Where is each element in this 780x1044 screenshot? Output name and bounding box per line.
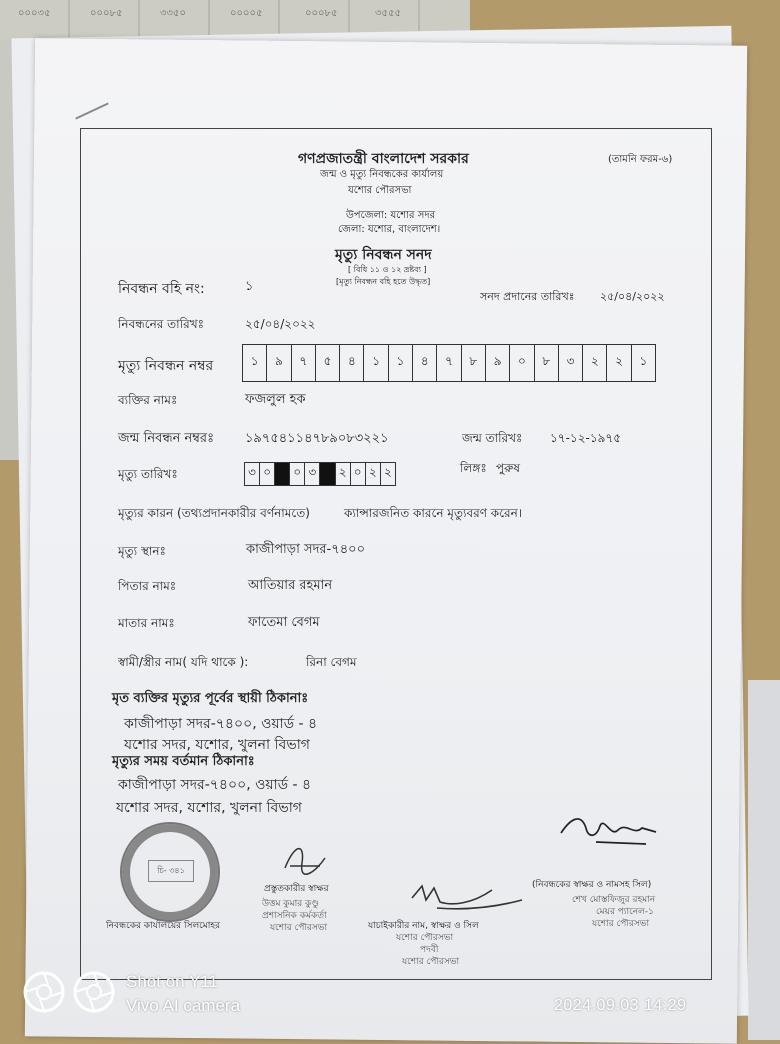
ledger-value: ৩৫৫৫ xyxy=(375,8,401,19)
father-value: আতিয়ার রহমান xyxy=(248,578,333,593)
death-reg-digit: ৭ xyxy=(292,345,316,381)
watermark-device: Shot on Y11 xyxy=(126,972,219,991)
death-reg-digit: ৮ xyxy=(462,345,486,381)
death-reg-digit: ৩ xyxy=(559,345,583,381)
verifier-signature xyxy=(382,878,532,918)
upazila: উপজেলা: যশোর সদর xyxy=(346,210,436,221)
govt-title: গণপ্রজাতন্ত্রী বাংলাদেশ সরকার xyxy=(298,151,469,167)
current-address-label: মৃত্যুর সময় বর্তমান ঠিকানাঃ xyxy=(112,754,255,769)
dod-digit: ২ xyxy=(366,463,381,485)
dod-separator xyxy=(320,463,335,485)
perm-address-label: মৃত ব্যক্তির মৃত্যুর পূর্বের স্থায়ী ঠিকানাঃ xyxy=(112,691,309,706)
seal-caption: নিবন্ধকের কার্যালয়ের সিলমোহর xyxy=(106,921,221,931)
death-reg-digit: ৪ xyxy=(413,345,437,381)
registrar-stamp-2: মেয়র প্যানেল-১ xyxy=(596,907,654,917)
dob-value: ১৭-১২-১৯৭৫ xyxy=(550,431,622,445)
dod-digit: ৩ xyxy=(305,463,320,485)
dod-digit: ০ xyxy=(290,463,305,485)
dod-value xyxy=(244,462,396,486)
book-no-label: নিবন্ধন বহি নং: xyxy=(118,281,205,297)
death-reg-digit: ৪ xyxy=(340,345,364,381)
preparer-stamp-3: যশোর পৌরসভা xyxy=(270,923,328,933)
birth-reg-label: জন্ম নিবন্ধন নম্বরঃ xyxy=(118,431,215,446)
ledger-value: ০০০৮৫ xyxy=(305,8,338,19)
vivo-aperture-icon xyxy=(22,970,66,1014)
registrar-stamp-1: শেখ মোস্তফিজুর রহমান xyxy=(572,895,656,905)
death-reg-label: মৃত্যু নিবন্ধন নম্বর xyxy=(118,358,214,374)
preparer-stamp-2: প্রশাসনিক কর্মকর্তা xyxy=(262,911,327,921)
ledger-value: ০০০৮৫ xyxy=(90,8,123,19)
issue-date-value: ২৫/০৪/২০২২ xyxy=(600,290,665,303)
dod-digit: ২ xyxy=(383,465,392,479)
current-address-line1: কাজীপাড়া সদর-৭৪০০, ওয়ার্ড - ৪ xyxy=(118,777,312,793)
rule-reference: [ বিধি ১১ ও ১২ দ্রষ্টব্য ] xyxy=(348,265,427,274)
death-reg-digit: ২ xyxy=(607,345,631,381)
mother-value: ফাতেমা বেগম xyxy=(248,615,320,630)
dod-separator xyxy=(275,463,290,485)
spouse-value: রিনা বেগম xyxy=(306,655,357,669)
reg-date-label: নিবন্ধনের তারিখঃ xyxy=(118,317,204,331)
watermark-timestamp: 2024.09.03 14:29 xyxy=(554,997,687,1014)
dod-digit: ০ xyxy=(351,463,366,485)
current-address-line2: যশোর সদর, যশোর, খুলনা বিভাগ xyxy=(116,800,302,816)
perm-address-line2: যশোর সদর, যশোর, খুলনা বিভাগ xyxy=(124,737,310,753)
dod-digit: ৩ xyxy=(245,463,260,485)
dod-digit: ২ xyxy=(336,463,351,485)
dod-digit: ০ xyxy=(260,463,275,485)
death-reg-digit: ১ xyxy=(364,345,388,381)
district: জেলা: যশোর, বাংলাদেশ। xyxy=(338,224,441,235)
place-label: মৃত্যু স্থানঃ xyxy=(118,544,166,558)
verifier-stamp-1: যশোর পৌরসভা xyxy=(396,933,454,943)
cause-label: মৃত্যুর কারন (তথ্যপ্রদানকারীর বর্ণনামতে) xyxy=(118,506,310,520)
mother-label: মাতার নামঃ xyxy=(118,616,175,630)
registrar-caption: (নিবন্ধকের স্বাক্ষর ও নামসহ সিল) xyxy=(532,880,652,890)
name-value: ফজলুল হক xyxy=(245,392,306,407)
name-label: ব্যক্তির নামঃ xyxy=(118,393,178,407)
background-sheet-right xyxy=(748,680,780,1040)
death-reg-digit: ২ xyxy=(583,345,607,381)
reg-date-value: ২৫/০৪/২০২২ xyxy=(245,317,316,331)
watermark-camera: Vivo AI camera xyxy=(126,996,241,1015)
gender-label: লিঙ্গঃ xyxy=(460,461,487,475)
spouse-label: স্বামী/স্ত্রীর নাম( যদি থাকে ): xyxy=(118,655,249,669)
place-value: কাজীপাড়া সদর-৭৪০০ xyxy=(246,542,366,557)
seal-inner-text: চি- ৩৪১ xyxy=(148,860,194,882)
death-reg-digit: ৯ xyxy=(486,345,510,381)
ai-aperture-icon xyxy=(72,970,116,1014)
preparer-caption: প্রস্তুতকারীর স্বাক্ষর xyxy=(264,884,329,894)
perm-address-line1: কাজীপাড়া সদর-৭৪০০, ওয়ার্ড - ৪ xyxy=(124,716,318,732)
death-reg-digit: ৭ xyxy=(437,345,461,381)
gender-value: পুরুষ xyxy=(496,461,520,475)
office-seal xyxy=(120,822,220,922)
cause-value: ক্যান্সারজনিত কারনে মৃত্যুবরণ করেন। xyxy=(344,506,523,520)
ledger-value: ০০০৩৫ xyxy=(18,8,51,19)
preparer-stamp-1: উত্তম কুমার কুণ্ডু xyxy=(262,899,319,909)
registrar-stamp-3: যশোর পৌরসভা xyxy=(592,919,650,929)
book-no-value: ১ xyxy=(245,279,254,294)
preparer-signature xyxy=(280,838,330,878)
dod-label: মৃত্যু তারিখঃ xyxy=(118,467,178,481)
birth-reg-value: ১৯৭৫৪১১৪৭৮৯০৮৩২২১ xyxy=(245,431,389,446)
certificate-title: মৃত্যু নিবন্ধন সনদ xyxy=(335,247,432,263)
verifier-stamp-3: যশোর পৌরসভা xyxy=(402,957,460,967)
office-name: জন্ম ও মৃত্যু নিবন্ধকের কার্যালয় xyxy=(320,169,444,180)
dob-label: জন্ম তারিখঃ xyxy=(462,431,523,445)
death-reg-digit: ১ xyxy=(243,345,267,381)
death-reg-number xyxy=(242,344,656,382)
death-reg-digit: ১ xyxy=(389,345,413,381)
ledger-value: ৩৩৫০ xyxy=(160,8,186,19)
verifier-stamp-2: পদবী xyxy=(420,945,439,955)
municipality-name: যশোর পৌরসভা xyxy=(348,185,412,196)
verifier-caption: যাচাইকারীর নাম, স্বাক্ষর ও সিল xyxy=(368,921,479,931)
death-reg-digit: ১ xyxy=(639,354,648,368)
death-reg-digit: ৫ xyxy=(316,345,340,381)
ledger-value: ০০০০৫ xyxy=(230,8,263,19)
death-reg-digit: ৯ xyxy=(267,345,291,381)
death-reg-digit: ৮ xyxy=(535,345,559,381)
issue-date-label: সনদ প্রদানের তারিখঃ xyxy=(480,290,575,303)
rule-note: [মৃত্যু নিবন্ধন বহি হতে উদ্ধৃত] xyxy=(336,277,431,286)
form-number: (তামনি ফরম-৬) xyxy=(608,154,673,165)
registrar-signature xyxy=(556,808,666,854)
father-label: পিতার নামঃ xyxy=(118,579,177,593)
death-reg-digit: ০ xyxy=(510,345,534,381)
